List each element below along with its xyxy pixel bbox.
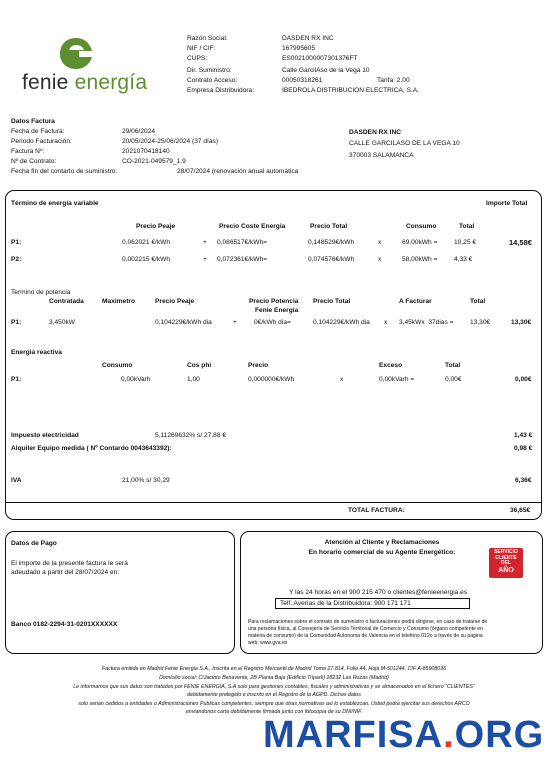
datos-pago-box bbox=[5, 531, 235, 654]
logo-brand-accent: energía bbox=[74, 71, 148, 94]
potencia-p1-label: P1: bbox=[11, 319, 22, 326]
energia-p2-consumo: 58,00kWh = bbox=[402, 256, 438, 263]
atencion-title-2: En horario comercial de su Agente Energético: bbox=[308, 549, 456, 556]
potencia-p1-x: x bbox=[384, 319, 388, 326]
legal-line-4: web: www.gva.es bbox=[248, 639, 288, 646]
reactiva-header-precio: Precio bbox=[248, 362, 269, 369]
badge-line-3: DEL bbox=[501, 560, 511, 566]
contrato-num-label: Nº de Contrato: bbox=[11, 158, 57, 165]
averias-box bbox=[275, 598, 470, 609]
alquiler-label: Alquiler Equipo medida ( Nº Contardo 0043643392): bbox=[11, 445, 172, 452]
watermark-text: MARFISA bbox=[263, 714, 444, 756]
address-city: 370003 SALAMANCA bbox=[349, 152, 414, 159]
legal-line-1: Para reclamaciones sobre el contrato de suministro o facturaciones podrá dirigirse, en caso de tratarse de bbox=[248, 619, 488, 625]
energia-p2-plus: + bbox=[203, 256, 207, 263]
energia-header-peaje: Precio Peaje bbox=[136, 223, 176, 230]
energia-p2-peaje: 0,002215 €/kWh bbox=[122, 256, 171, 263]
logo-brand: fenie bbox=[22, 71, 69, 94]
label-contrato-acceso: Contrato Acceso: bbox=[187, 77, 238, 84]
pago-bank: Banco 0182-2294-31-0201XXXXXX bbox=[11, 621, 118, 628]
legal-line-2: una persona física, al Consejería de Servicio Territorial de Comercio y Consumo (órgano competente en bbox=[248, 625, 483, 632]
energia-header-coste: Precio Coste Energia bbox=[219, 223, 286, 230]
total-value: 36,65€ bbox=[510, 507, 531, 514]
watermark-suffix: ORG bbox=[454, 714, 545, 756]
marfisa-watermark bbox=[263, 712, 544, 760]
reactiva-header-total: Total bbox=[445, 362, 461, 369]
watermark-dot: . bbox=[443, 714, 455, 756]
factura-num-label: Factura Nº: bbox=[11, 148, 45, 155]
fecha-factura-label: Fecha de Factura: bbox=[11, 128, 65, 135]
pago-title: Datos de Pago bbox=[11, 540, 57, 547]
potencia-p1-plus: + bbox=[233, 319, 237, 326]
energia-importe: 14,58€ bbox=[509, 238, 532, 247]
atencion-title-1: Atención al Cliente y Reclamaciones bbox=[324, 539, 440, 546]
potencia-header-maximetro: Maximetro bbox=[102, 298, 135, 305]
energia-p1-plus: + bbox=[203, 239, 207, 246]
label-razon-social: Razón Social: bbox=[187, 35, 228, 42]
potencia-importe: 13,30€ bbox=[511, 319, 532, 326]
footer-line-4: debidamente protegido e inscrito en el Registro de la AGPD. Dichos datos bbox=[187, 692, 361, 698]
address-name: DASDEN RX INC bbox=[349, 129, 402, 136]
badge-line-1: SERVICIO bbox=[494, 549, 518, 555]
atencion-legal bbox=[248, 619, 487, 647]
label-dir-suministro: Dir. Suministro: bbox=[187, 67, 232, 74]
reactiva-header-cosphi: Cos phi bbox=[187, 362, 212, 369]
alquiler-importe: 0,98 € bbox=[514, 445, 533, 452]
iva-detail: 21,00% s/ 30,29 bbox=[122, 477, 170, 484]
potencia-header-total-price: Precio Total bbox=[313, 298, 351, 305]
energia-title: Término de energía variable bbox=[11, 200, 99, 207]
value-nif: 167995605 bbox=[282, 45, 316, 52]
potencia-header-contratada: Contratada bbox=[49, 298, 84, 305]
energia-header-total-price: Precio Total bbox=[310, 223, 348, 230]
energia-p1-total: 10,25 € bbox=[454, 239, 476, 246]
label-nif: NIF / CIF: bbox=[187, 45, 216, 52]
total-divider bbox=[6, 502, 541, 503]
label-empresa-distribuidora: Empresa Distribuidora: bbox=[187, 87, 255, 94]
footer-line-6: enviandonos carta debidamente firmada junto con fotocopia de su DNI/NIF. bbox=[185, 709, 363, 715]
energia-p2-total-price: 0,074576€/kWh bbox=[308, 256, 355, 263]
reactiva-header-consumo: Consumo bbox=[102, 362, 133, 369]
fin-contrato-value: 28/07/2024 (renovación anual automática bbox=[177, 168, 299, 175]
badge-line-2: CLIENTE bbox=[495, 554, 517, 561]
pago-text-2: adeudado a partir del 28/07/2024 en: bbox=[11, 569, 120, 576]
reactiva-title: Energia reactiva bbox=[11, 349, 62, 356]
potencia-p1-potencia: 0€/kWh dia= bbox=[254, 319, 291, 326]
contrato-num-value: CO-2021-049579_1.9 bbox=[122, 158, 186, 165]
badge-line-4: AÑO bbox=[498, 566, 514, 574]
servicio-cliente-badge bbox=[489, 548, 523, 578]
reactiva-p1-x: x bbox=[340, 376, 344, 383]
energia-p1-peaje: 0,062021 €/kWh bbox=[122, 239, 171, 246]
reactiva-p1-total: 0,00€ bbox=[445, 376, 462, 383]
datos-factura-title: Datos Factura bbox=[11, 118, 55, 125]
periodo-label: Periodo Facturación: bbox=[11, 138, 72, 145]
potencia-header-peaje: Precio Peaje bbox=[155, 298, 195, 305]
energia-p1-label: P1: bbox=[11, 239, 22, 246]
potencia-header-facturar: A Facturar bbox=[399, 298, 432, 305]
potencia-p1-peaje: 0,104229€/kWh dia bbox=[155, 319, 212, 326]
footer-line-1: Factura emitida en Madrid Fenie Energia S.A., Inscrita en el Registro Mercantil de Madrid Tomo 27.814, Folio 44, Hoja M-501244, CIF A-85908036 bbox=[101, 666, 447, 672]
legal-line-3: materia de consumo) de la Comunidad Autonoma de Valencia en el telefono 012o a través de su pagina bbox=[248, 632, 483, 639]
iva-label: IVA bbox=[11, 477, 22, 484]
reactiva-p1-label: P1: bbox=[11, 376, 22, 383]
reactiva-p1-consumo: 0,00kVarh bbox=[121, 376, 151, 383]
value-cups: ES0021000007301376FT bbox=[282, 55, 358, 62]
potencia-p1-contratada: 3,450kW bbox=[49, 319, 76, 326]
potencia-title: Termino de potencia bbox=[11, 289, 71, 296]
potencia-header-potencia: Precio Potencia bbox=[249, 298, 299, 305]
value-contrato-acceso: 00050318261 bbox=[282, 77, 323, 84]
impuesto-detail: 5,11269632% s/ 27,88 € bbox=[155, 432, 227, 439]
label-cups: CUPS: bbox=[187, 55, 208, 62]
value-tarifa: Tarifa: 2.00 bbox=[377, 77, 410, 84]
value-razon-social: DASDEN RX INC bbox=[282, 35, 334, 42]
energia-p2-label: P2: bbox=[11, 256, 22, 263]
total-label: TOTAL FACTURA: bbox=[348, 507, 405, 514]
reactiva-header-exceso: Exceso bbox=[379, 362, 403, 369]
energia-header-total: Total bbox=[459, 223, 475, 230]
potencia-header-sub: Fenie Energia bbox=[255, 307, 299, 314]
atencion-phone: Y las 24 horas en el 900 215 470 o clientes@fenieenergia.es bbox=[289, 589, 468, 596]
reactiva-p1-precio: 0,000000€/kWh bbox=[248, 376, 295, 383]
iva-importe: 6,36€ bbox=[515, 477, 532, 484]
energia-p1-x: x bbox=[378, 239, 382, 246]
energia-p2-total: 4,33 € bbox=[454, 256, 473, 263]
energia-p1-total-price: 0,148529€/kWh bbox=[308, 239, 355, 246]
potencia-p1-total-price: 0,104229€/kWh dia bbox=[313, 319, 370, 326]
value-dir-suministro: Calle GarcilAso de la Vega 10 bbox=[282, 67, 370, 74]
potencia-p1-facturar: 3,45kWx 37dias = bbox=[399, 319, 454, 326]
fin-contrato-label: Fecha fin del contarto de suministro: bbox=[11, 168, 118, 175]
energia-p2-x: x bbox=[378, 256, 382, 263]
potencia-header-total: Total bbox=[470, 298, 486, 305]
importe-total-header: Importe Total bbox=[486, 200, 528, 207]
footer-line-5: solo serian cedidos a entidades o Administraciones Publicas competentes, siempre que otras normativas asi lo establezcan. Usted podra ejercitar sus derechos ARCO bbox=[78, 701, 470, 707]
footer-line-2: Domicilio social: C/Jacinto Benavente, 2B Planta Baja (Edificio Tripark) 28232 Las Rozas (Madrid) bbox=[159, 675, 389, 681]
periodo-value: 20/05/2024-25/06/2024 (37 días) bbox=[122, 138, 219, 145]
reactiva-p1-exceso: 0,00kVarh = bbox=[379, 376, 415, 383]
potencia-p1-total: 13,30€ bbox=[470, 319, 491, 326]
leaf-icon bbox=[57, 36, 95, 72]
energia-header-consumo: Consumo bbox=[406, 223, 437, 230]
averias-text: Telf. Averias de la Distribuidora: 900 171 171 bbox=[280, 600, 411, 607]
footer-line-3: Le informamos que sus datos son tratados por FENIE ENERGIA, S.A solo para gestiones contables, fiscales y administrativas y se almacenados en el fichero "CLIENTES" bbox=[73, 684, 475, 690]
value-empresa-distribuidora: IBEDROLA DISTRIBUCION ELECTRICA, S.A. bbox=[282, 87, 420, 94]
energia-p1-consumo: 69,00kWh = bbox=[402, 239, 438, 246]
reactiva-importe: 0,00€ bbox=[515, 376, 532, 383]
energia-p1-coste: 0,086517€/kWh= bbox=[217, 239, 268, 246]
impuesto-label: Impuesto electricidad bbox=[11, 432, 79, 439]
reactiva-p1-cosphi: 1,00 bbox=[187, 376, 200, 383]
impuesto-importe: 1,43 € bbox=[514, 432, 533, 439]
pago-text-1: El importe de la presente factura le será bbox=[11, 560, 128, 567]
fecha-factura-value: 29/06/2024 bbox=[122, 128, 156, 135]
address-street: CALLE GARCILASO DE LA VEGA 10 bbox=[349, 140, 460, 147]
energia-p2-coste: 0,072361€/kWh= bbox=[217, 256, 268, 263]
factura-num-value: 2021070418140 bbox=[122, 148, 170, 155]
